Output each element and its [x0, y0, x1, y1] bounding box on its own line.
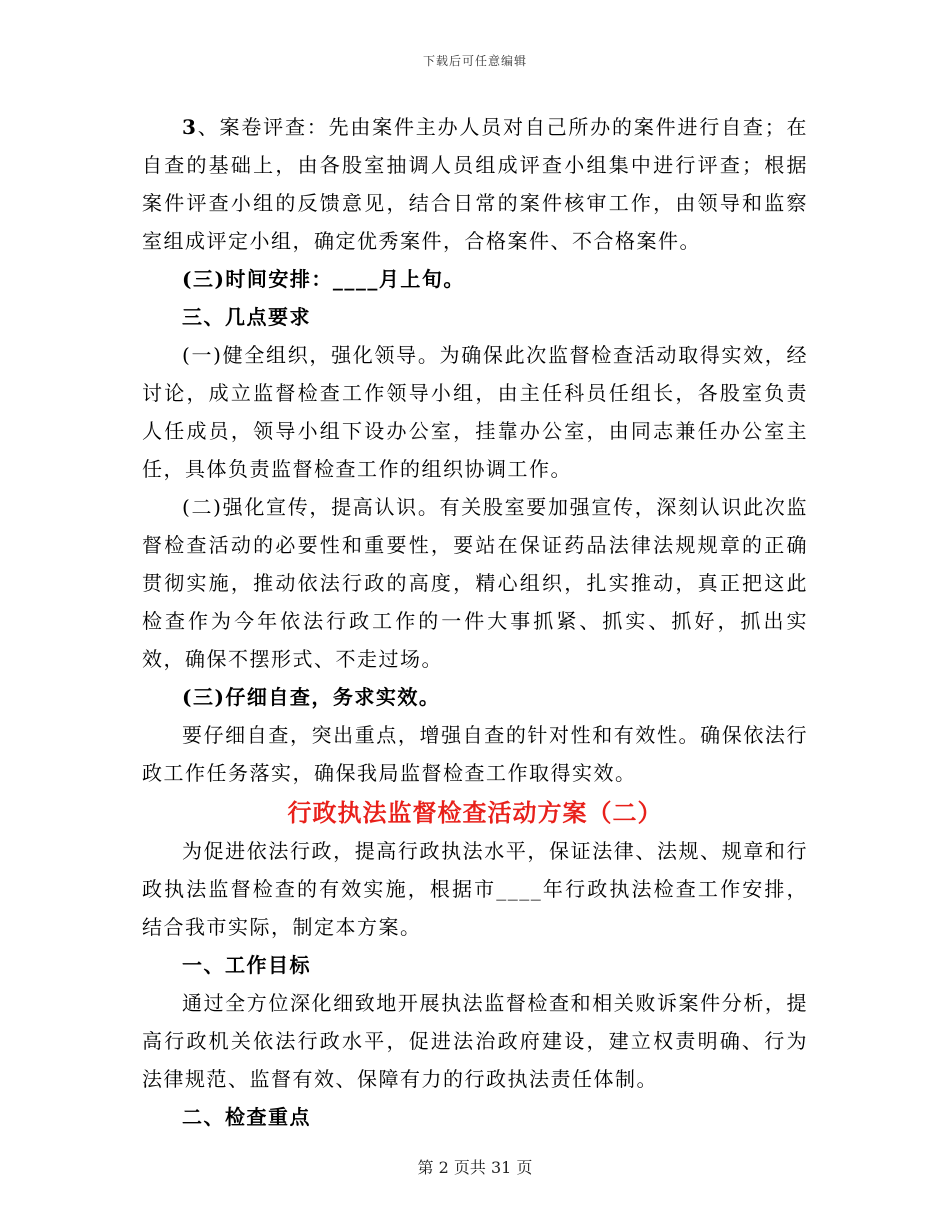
item-number: 3	[182, 115, 198, 139]
page-footer: 第 2 页共 31 页	[417, 1158, 533, 1177]
paragraph-publicity: (二)强化宣传，提高认识。有关股室要加强宣传，深刻认识此次监督检查活动的必要性和重要性，要站在保证药品法律法规规章的正确贯彻实施，推动依法行政的高度，精心组织，扎实推动，真正把这此检查作为今年依法行政工作的一件大事抓紧、抓实、抓好，抓出实效，确保不摆形式、不走过场。	[142, 495, 808, 671]
page-header: 下载后可任意编辑	[422, 54, 527, 68]
heading-time-schedule: (三)时间安排：____月上旬。	[182, 267, 465, 291]
heading-work-goal: 一、工作目标	[182, 953, 311, 977]
paragraph-case-review	[142, 108, 808, 260]
paragraph-intro: 为促进依法行政，提高行政执法水平，保证法律、法规、规章和行政执法监督检查的有效实施，根据市____年行政执法检查工作安排，结合我市实际，制定本方案。	[142, 839, 808, 939]
paragraph-self-check: 要仔细自查，突出重点，增强自查的针对性和有效性。确保依法行政工作任务落实，确保我局监督检查工作取得实效。	[142, 723, 808, 785]
document-body	[142, 108, 808, 1136]
heading-requirements: 三、几点要求	[182, 305, 311, 329]
paragraph-work-goal: 通过全方位深化细致地开展执法监督检查和相关败诉案件分析，提高行政机关依法行政水平，促进法治政府建设，建立权责明确、行为法律规范、监督有效、保障有力的行政执法责任体制。	[142, 991, 808, 1091]
heading-self-check: (三)仔细自查，务求实效。	[182, 685, 441, 709]
case-review-text: 、案卷评查：先由案件主办人员对自己所办的案件进行自查；在自查的基础上，由各股室抽调人员组成评查小组集中进行评查；根据案件评查小组的反馈意见，结合日常的案件核审工作，由领导和监察室组成评定小组，确定优秀案件，合格案件、不合格案件。	[142, 115, 808, 253]
section-title: 行政执法监督检查活动方案（二）	[287, 798, 663, 827]
heading-check-focus: 二、检查重点	[182, 1105, 311, 1129]
paragraph-organization: (一)健全组织，强化领导。为确保此次监督检查活动取得实效，经讨论，成立监督检查工作领导小组，由主任科员任组长，各股室负责人任成员，领导小组下设办公室，挂靠办公室，由同志兼任办公室主任，具体负责监督检查工作的组织协调工作。	[142, 343, 808, 481]
